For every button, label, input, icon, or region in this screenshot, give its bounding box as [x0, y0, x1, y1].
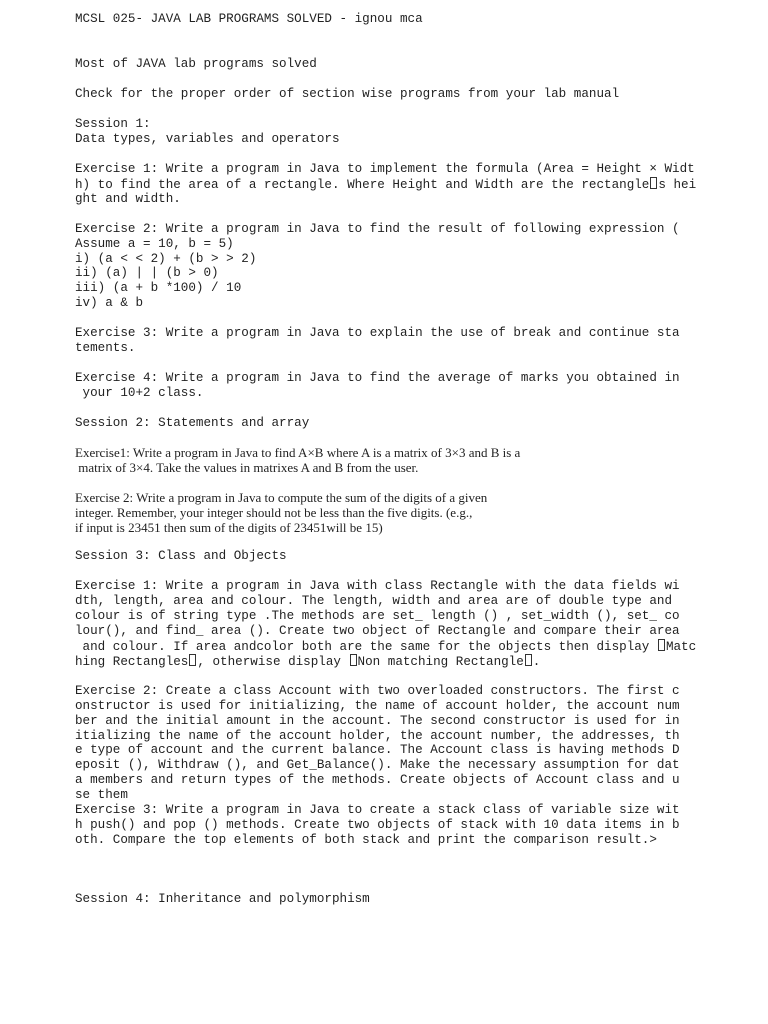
exercise-line: a members and return types of the methods. Create objects of Account class and u — [75, 773, 680, 787]
exercise-line: h push() and pop () methods. Create two objects of stack with 10 data items in b — [75, 818, 680, 832]
exercise-line: itializing the name of the account holder, the account number, the addresses, th — [75, 729, 680, 743]
exercise-line: ber and the initial amount in the account. The second constructor is used for in — [75, 714, 680, 728]
missing-glyph-icon — [650, 177, 657, 189]
exercise-line: Exercise 1: Write a program in Java with class Rectangle with the data fields wi — [75, 579, 680, 593]
exercise-line: Exercise 2: Create a class Account with two overloaded constructors. The first c — [75, 684, 680, 698]
missing-glyph-icon — [525, 654, 532, 666]
expression-line: iii) (a + b *100) / 10 — [75, 281, 242, 295]
session-heading: Session 4: Inheritance and polymorphism — [75, 892, 370, 906]
session-heading: Session 2: Statements and array — [75, 416, 310, 430]
exercise-line: Exercise1: Write a program in Java to find A×B where A is a matrix of 3×3 and B is a — [75, 445, 521, 460]
exercise-line: lour(), and find_ area (). Create two object of Rectangle and compare their area — [75, 624, 680, 638]
session-subheading: Data types, variables and operators — [75, 132, 340, 146]
exercise-line: integer. Remember, your integer should not be less than the five digits. (e.g., — [75, 505, 473, 520]
exercise-line: matrix of 3×4. Take the values in matrixes A and B from the user. — [75, 460, 419, 475]
missing-glyph-icon — [189, 654, 196, 666]
exercise-line: Exercise 2: Write a program in Java to compute the sum of the digits of a given — [75, 490, 488, 505]
exercise-line: if input is 23451 then sum of the digits of 23451will be 15) — [75, 520, 383, 535]
exercise-line: hing Rectangles , otherwise display Non matching Rectangle . — [75, 655, 541, 669]
intro-text: Check for the proper order of section wise programs from your lab manual — [75, 87, 620, 101]
exercise-line: h) to find the area of a rectangle. Where Height and Width are the rectangle s hei — [75, 178, 697, 192]
missing-glyph-icon — [658, 639, 665, 651]
expression-line: iv) a & b — [75, 296, 144, 310]
exercise-line: Exercise 1: Write a program in Java to implement the formula (Area = Height × Widt — [75, 162, 695, 176]
exercise-line: ght and width. — [75, 192, 181, 206]
expression-line: i) (a < < 2) + (b > > 2) — [75, 252, 257, 266]
session-heading: Session 1: — [75, 117, 151, 131]
missing-glyph-icon — [350, 654, 357, 666]
exercise-line: Exercise 2: Write a program in Java to find the result of following expression ( — [75, 222, 680, 236]
exercise-line: e type of account and the current balance. The Account class is having methods D — [75, 743, 680, 757]
exercise-line: Exercise 3: Write a program in Java to explain the use of break and continue sta — [75, 326, 680, 340]
exercise-line: se them — [75, 788, 128, 802]
exercise-line: your 10+2 class. — [75, 386, 204, 400]
exercise-line: colour is of string type .The methods are set_ length () , set_width (), set_ co — [75, 609, 680, 623]
exercise-line: Exercise 4: Write a program in Java to find the average of marks you obtained in — [75, 371, 680, 385]
document-header: MCSL 025- JAVA LAB PROGRAMS SOLVED - ignou mca — [75, 12, 423, 26]
expression-line: ii) (a) | | (b > 0) — [75, 266, 219, 280]
exercise-line: tements. — [75, 341, 136, 355]
exercise-line: dth, length, area and colour. The length, width and area are of double type and — [75, 594, 673, 608]
exercise-line: onstructor is used for initializing, the name of account holder, the account num — [75, 699, 680, 713]
session-heading: Session 3: Class and Objects — [75, 549, 287, 563]
exercise-line: Exercise 3: Write a program in Java to create a stack class of variable size wit — [75, 803, 680, 817]
intro-text: Most of JAVA lab programs solved — [75, 57, 317, 71]
exercise-line: oth. Compare the top elements of both stack and print the comparison result.> — [75, 833, 657, 847]
exercise-line: Assume a = 10, b = 5) — [75, 237, 234, 251]
exercise-line: eposit (), Withdraw (), and Get_Balance(). Make the necessary assumption for dat — [75, 758, 680, 772]
exercise-line: and colour. If area andcolor both are the same for the objects then display Matc — [75, 640, 697, 654]
